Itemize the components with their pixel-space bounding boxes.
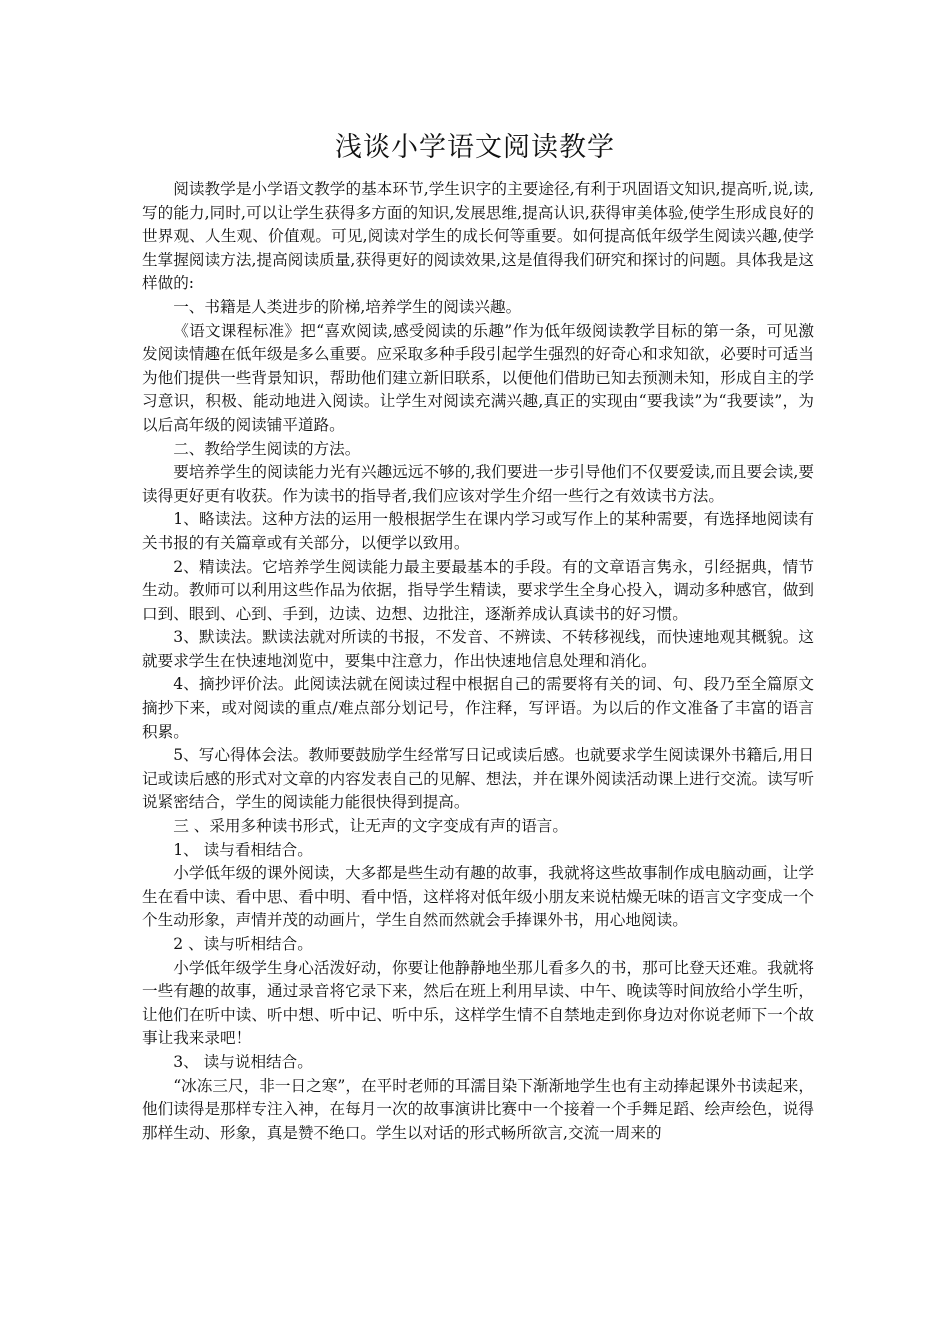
section-heading-1: 一、书籍是人类进步的阶梯,培养学生的阅读兴趣。 [173, 297, 522, 316]
subheading-2: 2 、读与听相结合。 [173, 935, 313, 953]
paragraph-intro: 阅读教学是小学语文教学的基本环节,学生识字的主要途径,有利于巩固语文知识,提高听,说,读,写的能力,同时,可以让学生获得多方面的知识,发展思维,提高认识,获得审美体验,使学生形成良好的世界观、人生观、价值观。可见,阅读对学生的成长何等重要。如何提高低年级学生阅读兴趣,使学生掌握阅读方法,提高阅读质量,获得更好的阅读效果,这是值得我们研究和探讨的问题。具体我是这样做的: [142, 180, 814, 293]
subheading-3: 3、 读与说相结合。 [173, 1052, 313, 1071]
section-heading-2: 二、教给学生阅读的方法。 [173, 439, 361, 458]
method-item-4: 4、摘抄评价法。此阅读法就在阅读过程中根据自己的需要将有关的词、句、段乃至全篇原文摘抄下来，或对阅读的重点/难点部分划记号，作注释，写评语。为以后的作文准备了丰富的语言积累。 [142, 675, 814, 741]
method-item-5: 5、写心得体会法。教师要鼓励学生经常写日记或读后感。也就要求学生阅读课外书籍后,用日记或读后感的形式对文章的内容发表自己的见解、想法，并在课外阅读活动课上进行交流。读写听说紧密结合，学生的阅读能力能很快得到提高。 [142, 746, 814, 812]
document-body [142, 178, 814, 1145]
section-heading-3: 三 、采用多种读书形式，让无声的文字变成有声的语言。 [173, 817, 568, 836]
paragraph: 要培养学生的阅读能力光有兴趣远远不够的,我们要进一步引导他们不仅要爱读,而且要会读,要读得更好更有收获。作为读书的指导者,我们应该对学生介绍一些行之有效读书方法。 [142, 463, 814, 505]
subheading-1: 1、 读与看相结合。 [173, 840, 313, 859]
paragraph: 小学低年级学生身心活泼好动，你要让他静静地坐那儿看多久的书，那可比登天还难。我就将一些有趣的故事，通过录音将它录下来，然后在班上利用早读、中午、晚读等时间放给小学生听，让他们在听中读、听中想、听中记、听中乐，这样学生情不自禁地走到你身边对你说老师下一个故事让我来录吧！ [142, 958, 814, 1048]
paragraph: 小学低年级的课外阅读，大多都是些生动有趣的故事，我就将这些故事制作成电脑动画，让学生在看中读、看中思、看中明、看中悟，这样将对低年级小朋友来说枯燥无味的语言文字变成一个个生动形象，声情并茂的动画片，学生自然而然就会手捧课外书，用心地阅读。 [142, 864, 814, 930]
document-title: 浅谈小学语文阅读教学 [335, 132, 615, 163]
method-item-1: 1、略读法。这种方法的运用一般根据学生在课内学习或写作上的某种需要，有选择地阅读有关书报的有关篇章或有关部分，以便学以致用。 [142, 510, 814, 552]
paragraph: 《语文课程标准》把“喜欢阅读,感受阅读的乐趣”作为低年级阅读教学目标的第一条，可见激发阅读情趣在低年级是多么重要。应采取多种手段引起学生强烈的好奇心和求知欲，必要时可适当为他们提供一些背景知识，帮助他们建立新旧联系，以便他们借助已知去预测未知，形成自主的学习意识，积极、能动地进入阅读。让学生对阅读充满兴趣,真正的实现由“要我读”为“我要读”，为以后高年级的阅读铺平道路。 [142, 321, 814, 434]
method-item-2: 2、精读法。它培养学生阅读能力最主要最基本的手段。有的文章语言隽永，引经据典，情节生动。教师可以利用这些作品为依据，指导学生精读，要求学生全身心投入，调动多种感官，做到口到、眼到、心到、手到，边读、边想、边批注，逐渐养成认真读书的好习惯。 [142, 557, 814, 623]
paragraph: “冰冻三尺，非一日之寒”，在平时老师的耳濡目染下渐渐地学生也有主动捧起课外书读起来，他们读得是那样专注入神，在每月一次的故事演讲比赛中一个接着一个手舞足蹈、绘声绘色，说得那样生动、形象，真是赞不绝口。学生以对话的形式畅所欲言,交流一周来的 [142, 1076, 814, 1142]
method-item-3: 3、默读法。默读法就对所读的书报，不发音、不辨读、不转移视线，而快速地观其概貌。这就要求学生在快速地浏览中，要集中注意力，作出快速地信息处理和消化。 [142, 628, 814, 670]
